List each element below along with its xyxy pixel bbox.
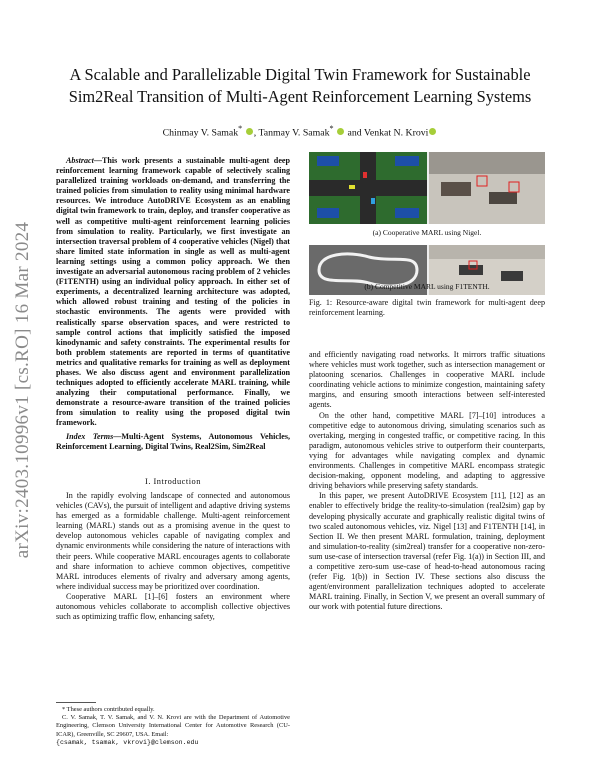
arxiv-stamp bbox=[8, 190, 38, 590]
author-list: Chinmay V. Samak* , Tanmay V. Samak* and Venkat N. Krovi bbox=[60, 124, 540, 138]
footnote-rule bbox=[56, 702, 96, 703]
orcid-icon[interactable] bbox=[337, 128, 344, 135]
author-2-name: Tanmay V. Samak bbox=[258, 127, 330, 139]
section-heading: I. Introduction bbox=[145, 477, 201, 486]
author-1-name: Chinmay V. Samak bbox=[162, 127, 239, 139]
abstract: Abstract—This work presents a sustainable multi-agent deep reinforcement learning framework capable of selectively scaling parallelized training workloads on-demand, and transferring the trained policies from simulation to reality using minimal hardware resources. We introduce AutoDRIVE Ecosystem as an enabling digital twin framework to train, deploy, and transfer cooperative as well as competitive multi-agent reinforcement learning policies from simulation to reality. Particularly, we first investigate an intersection traversal problem of 4 cooperative vehicles (Nigel) that share limited state information in single as well as multi-agent learning settings using a common policy approach. We then investigate an adversarial autonomous racing problem of 2 vehicles (F1TENTH) using an individual policy approach. In either set of experiments, a decentralized learning architecture was adopted, which allowed robust training and testing of the policies in stochastic environments. The agents were provided with realistically sparse observation spaces, and were restricted to sample control actions that implicitly satisfied the imposed kinodynamic and safety constraints. The experimental results for both problem statements are reported in terms of quantitative metrics and qualitative remarks for training as well as deployment phases. We also discuss agent and environment parallelization techniques adopted to efficiently accelerate MARL training, while analyzing their computational performance. Finally, we demonstrate a resource-aware transition of the trained policies from simulation to reality using the proposed digital twin framework. bbox=[56, 156, 290, 428]
abstract-label: Abstract bbox=[66, 156, 94, 165]
introduction bbox=[56, 491, 290, 622]
index-terms-label: Index Terms bbox=[66, 432, 114, 441]
body-paragraph: In this paper, we present AutoDRIVE Ecosystem [11], [12] as an enabler to effectively bridge the reality-to-simulation (real2sim) gap by developing physically accurate and graphically realistic digital twins of two scaled autonomous vehicles, viz. Nigel [13] and F1TENTH [14], in Section II. We then present MARL formulation, training, deployment and simulation-to-reality (sim2real) transfer for a cooperative non-zero-sum use-case of intersection traversal (refer Fig. 1(a)) in Section III, and a competitive zero-sum use-case of head-to-head autonomous racing (refer Fig. 1(b)) in Section IV. These sections also discuss the agent/environment parallelization techniques adopted to accelerate MARL training. Finally, in Section V, we present an overall summary of our work with potential future directions. bbox=[309, 491, 545, 612]
figure-1a-image bbox=[309, 152, 545, 224]
author-3-name: Venkat N. Krovi bbox=[363, 127, 429, 139]
abstract-body: This work presents a sustainable multi-agent deep reinforcement learning framework capable of selectively scaling parallelized training workloads on-demand, and transferring the trained policies from simulation to reality using minimal hardware resources. We introduce AutoDRIVE Ecosystem as an enabling digital twin framework to train, deploy, and transfer cooperative as well as competitive multi-agent reinforcement learning policies from simulation to reality. Particularly, we first investigate an intersection traversal problem of 4 cooperative vehicles (Nigel) that share limited state information in single as well as multi-agent learning settings using a common policy approach. We then investigate an adversarial autonomous racing problem of 2 vehicles (F1TENTH) using an individual policy approach. In either set of experiments, a decentralized learning architecture was adopted, which allowed robust training and testing of the policies in stochastic environments. The agents were provided with realistically sparse observation spaces, and were restricted to sample control actions that implicitly satisfied the imposed kinodynamic and safety constraints. The experimental results for both problem statements are reported in terms of quantitative metrics and qualitative remarks for training as well as deployment phases. We also discuss agent and environment parallelization techniques adopted to efficiently accelerate MARL training, while analyzing their computational performance. Finally, we demonstrate a resource-aware transition of the trained policies from simulation to reality using the proposed digital twin framework. bbox=[56, 156, 290, 428]
index-terms-body: Multi-Agent Systems, Autonomous Vehicles, Reinforcement Learning, Digital Twins, Real2Sim, Sim2Real bbox=[56, 432, 290, 452]
figure-1b-caption: (b) Competitive MARL using F1TENTH. bbox=[364, 282, 490, 291]
intro-paragraph: Cooperative MARL [1]–[6] fosters an environment where autonomous vehicles collaborate to accomplish collective objectives such as optimizing traffic flow, enhancing safety, bbox=[56, 591, 290, 622]
author-1-mark: * bbox=[238, 124, 243, 133]
paper-title: A Scalable and Parallelizable Digital Twin Framework for Sustainable Sim2Real Transition of Multi-Agent Reinforcement Learning Systems bbox=[68, 65, 532, 106]
right-column-text bbox=[309, 350, 545, 612]
figure-1-caption: Fig. 1: Resource-aware digital twin framework for multi-agent deep reinforcement learning. bbox=[309, 298, 545, 318]
body-paragraph: and efficiently navigating road networks. It mirrors traffic situations where vehicles must work together, such as intersection management or platooning scenarios. Challenges in cooperative MARL include coordinating vehicle actions to minimize congestion, maintaining safety margins, and ensuring smooth interactions between self-interested agents. bbox=[309, 350, 545, 410]
footnote-email[interactable]: {csamak, tsamak, vkrovi}@clemson.edu bbox=[56, 738, 199, 746]
figure-1a-caption: (a) Cooperative MARL using Nigel. bbox=[372, 228, 482, 237]
body-paragraph: On the other hand, competitive MARL [7]–[10] introduces a competitive edge to autonomous driving, simulating scenarios such as overtaking, merging in congested traffic, or competitive racing. In this paradigm, autonomous vehicles strive to outperform their counterparts, vying for advantages while navigating complex and dynamic environments. Challenges in competitive MARL encompass strategic decision-making, opponent modeling, and adapting to aggressive driving behaviors while preserving safety standards. bbox=[309, 410, 545, 491]
footnote bbox=[56, 702, 290, 747]
author-2-mark: * bbox=[329, 124, 334, 133]
arxiv-stamp-text: arXiv:2403.10996v1 [cs.RO] 16 Mar 2024 bbox=[12, 221, 33, 559]
footnote-equal: * These authors contributed equally. bbox=[62, 706, 155, 713]
orcid-icon[interactable] bbox=[246, 128, 253, 135]
footnote-affiliation: C. V. Samak, T. V. Samak, and V. N. Krovi are with the Department of Automotive Engineering, Clemson University International Center for Automotive Research (CU-ICAR), Greenville, SC 29607, USA. Email: bbox=[56, 714, 290, 738]
intro-paragraph: In the rapidly evolving landscape of connected and autonomous vehicles (CAVs), the pursuit of intelligent and adaptive driving systems has emerged as a formidable challenge. Multi-agent reinforcement learning (MARL) stands out as a promising avenue in the quest to develop autonomous vehicles capable of navigating complex and dynamic environments while considering the nature of interactions with their peers. While cooperative MARL encourages agents to collaborate and share information to achieve common objectives, competitive MARL introduces elements of rivalry and adversary among agents, where individual success may be prioritized over coordination. bbox=[56, 491, 290, 591]
index-terms: Index Terms—Multi-Agent Systems, Autonomous Vehicles, Reinforcement Learning, Digital Twins, Real2Sim, Sim2Real bbox=[56, 432, 290, 452]
orcid-icon[interactable] bbox=[429, 128, 436, 135]
